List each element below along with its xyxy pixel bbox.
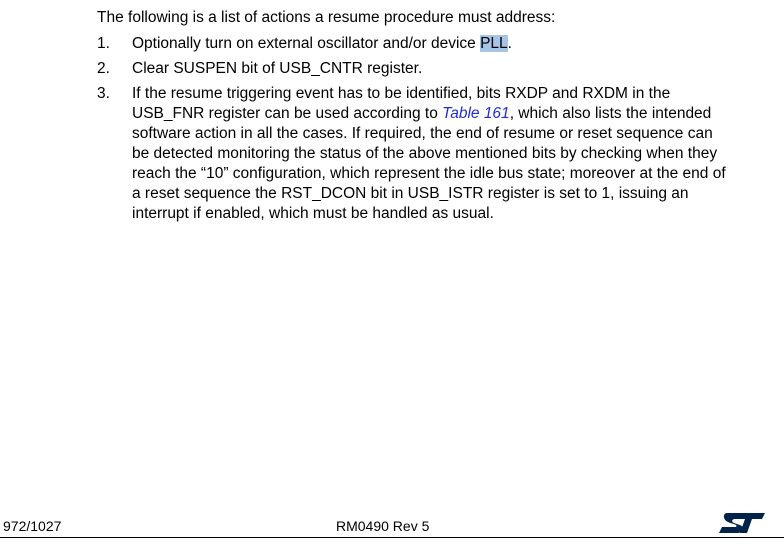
footer-rule [0, 537, 784, 538]
list-item-text [132, 34, 777, 54]
list-item-number: 3. [97, 85, 110, 102]
page-number: 972/1027 [3, 518, 62, 534]
item-line: be detected monitoring the status of the above mentioned bits by checking when they [132, 145, 718, 162]
page-footer [0, 508, 784, 545]
item-line: software action in all the cases. If required, the end of resume or reset sequence can [132, 125, 713, 142]
item-line: a reset sequence the RST_DCON bit in USB_ISTR register is set to 1, issuing an [132, 185, 689, 202]
st-logo-icon [717, 511, 767, 535]
table-reference-link[interactable]: Table 161 [442, 105, 510, 122]
document-reference: RM0490 Rev 5 [336, 518, 430, 534]
list-item [97, 34, 777, 54]
item-text-before: USB_FNR register can be used according to [132, 105, 443, 122]
item-line: interrupt if enabled, which must be handled as usual. [132, 205, 494, 222]
highlighted-term[interactable]: PLL [480, 35, 508, 52]
list-item-number: 2. [97, 60, 110, 77]
item-line: If the resume triggering event has to be identified, bits RXDP and RXDM in the [132, 85, 671, 102]
list-item-number: 1. [97, 35, 110, 52]
list-item-text: Clear SUSPEN bit of USB_CNTR register. [132, 60, 423, 77]
list-item [97, 84, 777, 224]
resume-actions-list [97, 34, 777, 224]
item-line [132, 104, 777, 124]
item-text-after: , which also lists the intended [509, 105, 712, 122]
item-text-after: . [507, 35, 512, 52]
list-item-text [132, 84, 777, 224]
item-line: reach the “10” configuration, which represent the idle bus state; moreover at the end of [132, 165, 726, 182]
list-item [97, 59, 777, 79]
intro-text: The following is a list of actions a resume procedure must address: [97, 9, 556, 26]
item-text-before: Optionally turn on external oscillator and/or device [132, 35, 481, 52]
